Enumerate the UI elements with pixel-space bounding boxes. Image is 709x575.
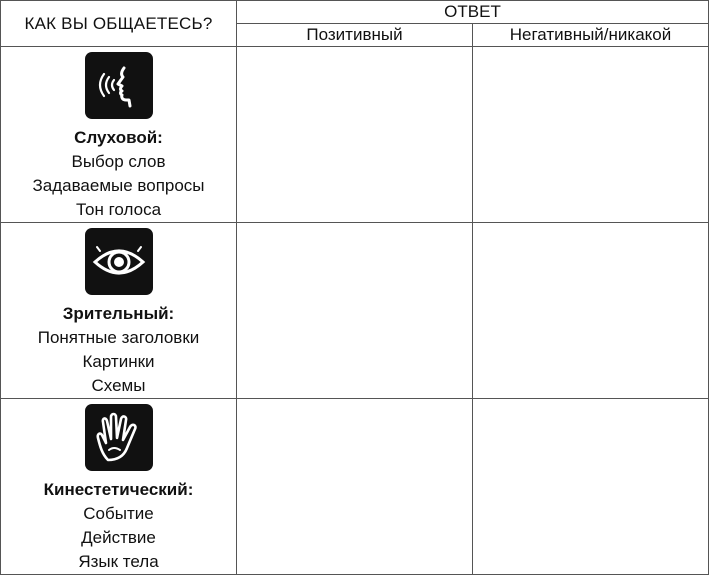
- category-item: Действие: [81, 528, 156, 547]
- negative-answer-cell[interactable]: [473, 223, 709, 399]
- category-cell: [1, 47, 237, 223]
- positive-answer-cell[interactable]: [237, 399, 473, 575]
- positive-answer-cell[interactable]: [237, 47, 473, 223]
- positive-header: Позитивный: [237, 24, 473, 47]
- category-item: Понятные заголовки: [37, 328, 200, 347]
- table-row-auditory: [1, 47, 709, 223]
- category-item: Язык тела: [78, 552, 159, 571]
- negative-answer-cell[interactable]: [473, 47, 709, 223]
- category-item: Картинки: [82, 352, 155, 371]
- category-item: Схемы: [91, 376, 146, 395]
- category-title: Зрительный:: [62, 304, 175, 323]
- answer-header: ОТВЕТ: [237, 1, 709, 24]
- category-item: Задаваемые вопросы: [32, 176, 205, 195]
- eye-icon: [85, 228, 153, 295]
- category-title: Слуховой:: [74, 128, 163, 147]
- category-cell: [1, 399, 237, 575]
- speaking-head-icon: [85, 52, 153, 119]
- positive-answer-cell[interactable]: [237, 223, 473, 399]
- negative-header: Негативный/никакой: [473, 24, 709, 47]
- category-item: Выбор слов: [71, 152, 166, 171]
- table-row-visual: [1, 223, 709, 399]
- hand-icon: [85, 404, 153, 471]
- table-row-kinesthetic: [1, 399, 709, 575]
- category-cell: [1, 223, 237, 399]
- question-header: КАК ВЫ ОБЩАЕТЕСЬ?: [1, 1, 237, 47]
- category-item: Тон голоса: [75, 200, 162, 219]
- negative-answer-cell[interactable]: [473, 399, 709, 575]
- category-item: Событие: [83, 504, 154, 523]
- category-title: Кинестетический:: [43, 480, 194, 499]
